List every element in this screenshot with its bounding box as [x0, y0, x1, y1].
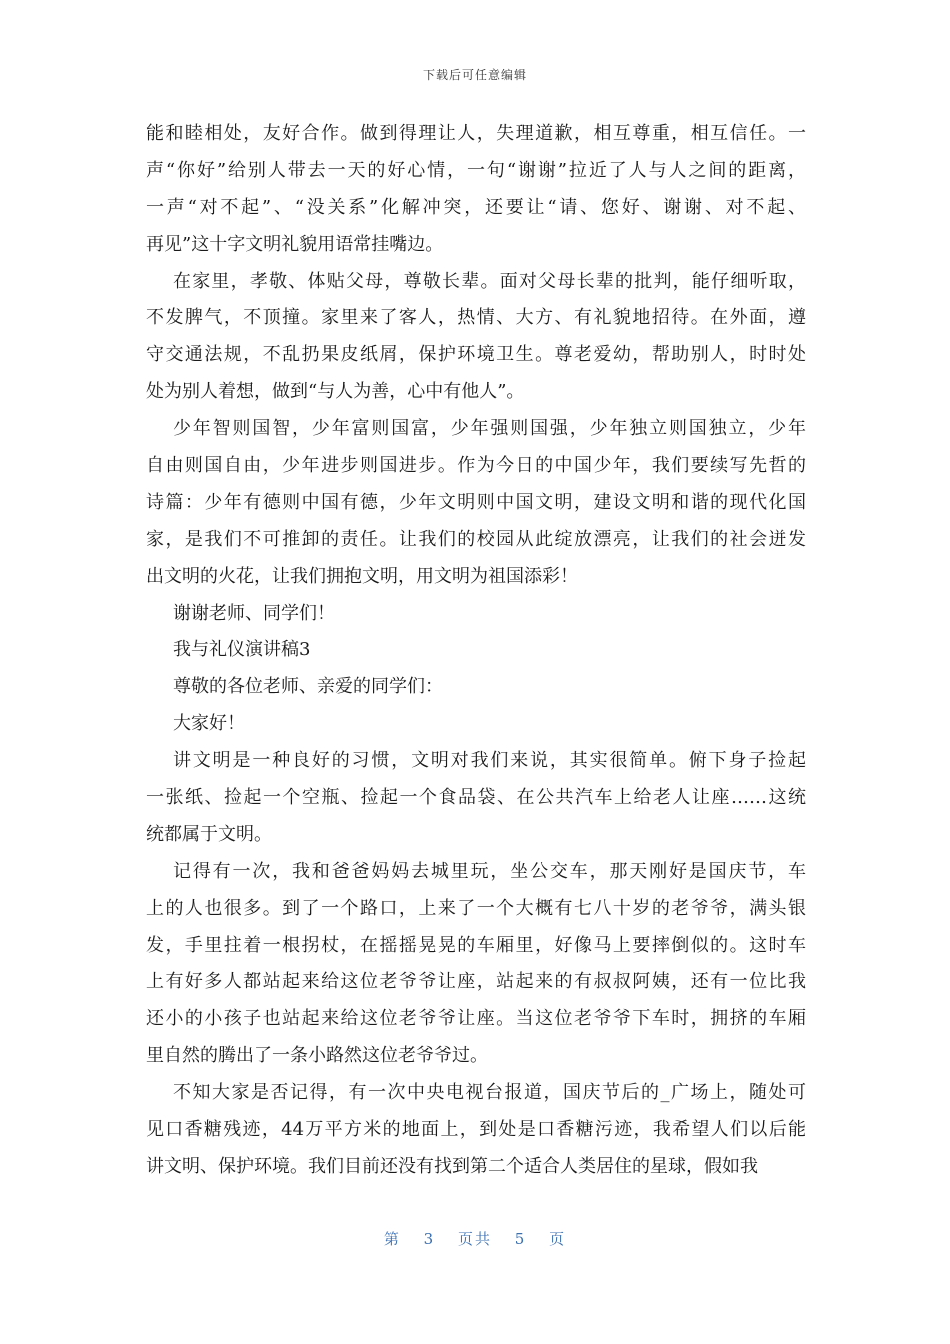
paragraph-line: 尊敬的各位老师、亲爱的同学们：: [173, 676, 443, 698]
paragraph-line: 上有好多人都站起来给这位老爷爷让座，站起来的有叔叔阿姨，还有一位比我: [146, 971, 806, 993]
footer-prefix: 第: [383, 1230, 401, 1248]
paragraph-line: 谢谢老师、同学们！: [173, 602, 335, 624]
paragraph-line: 记得有一次，我和爸爸妈妈去城里玩，坐公交车，那天刚好是国庆节，车: [173, 860, 806, 882]
paragraph-line: 不发脾气，不顶撞。家里来了客人，热情、大方、有礼貌地招待。在外面，遵: [146, 307, 806, 329]
paragraph-line: 不知大家是否记得，有一次中央电视台报道，国庆节后的_广场上，随处可: [173, 1082, 806, 1104]
footer-current-page: 3: [423, 1230, 436, 1248]
paragraph-line: 还小的小孩子也站起来给这位老爷爷让座。当这位老爷爷下车时，拥挤的车厢: [146, 1008, 806, 1030]
paragraph-line: 统都属于文明。: [146, 823, 272, 845]
footer-middle: 页共: [457, 1230, 492, 1248]
paragraph-line: 出文明的火花，让我们拥抱文明，用文明为祖国添彩！: [146, 565, 578, 587]
paragraph-line: 诗篇：少年有德则中国有德，少年文明则中国文明，建设文明和谐的现代化国: [146, 491, 806, 513]
paragraph-line: 能和睦相处，友好合作。做到得理让人，失理道歉，相互尊重，相互信任。一: [146, 123, 806, 144]
paragraph-line: 守交通法规，不乱扔果皮纸屑，保护环境卫生。尊老爱幼，帮助别人，时时处: [146, 344, 806, 366]
paragraph-line: 自由则国自由，少年进步则国进步。作为今日的中国少年，我们要续写先哲的: [146, 455, 806, 477]
paragraph-line: 在家里，孝敬、体贴父母，尊敬长辈。面对父母长辈的批判，能仔细听取，: [173, 270, 806, 292]
document-body: [146, 116, 806, 1186]
footer-total-pages: 5: [514, 1230, 527, 1248]
paragraph-line: 大家好！: [173, 713, 245, 735]
paragraph-line: 发，手里拄着一根拐杖，在摇摇晃晃的车厢里，好像马上要摔倒似的。这时车: [146, 934, 806, 956]
paragraph-line: 上的人也很多。到了一个路口，上来了一个大概有七八十岁的老爷爷，满头银: [146, 897, 806, 919]
footer-suffix: 页: [549, 1230, 567, 1248]
paragraph-line: 少年智则国智，少年富则国富，少年强则国强，少年独立则国独立，少年: [173, 418, 806, 440]
paragraph-line: 讲文明、保护环境。我们目前还没有找到第二个适合人类居住的星球，假如我: [146, 1155, 758, 1177]
page-footer: [0, 1228, 950, 1249]
paragraph-line: 里自然的腾出了一条小路然这位老爷爷过。: [146, 1045, 488, 1067]
paragraph-line: 一张纸、捡起一个空瓶、捡起一个食品袋、在公共汽车上给老人让座……这统: [146, 787, 806, 809]
paragraph-line: 一声“对不起”、“没关系”化解冲突，还要让“请、您好、谢谢、对不起、: [146, 196, 806, 218]
paragraph-line: 我与礼仪演讲稿3: [173, 639, 311, 661]
paragraph-line: 再见”这十字文明礼貌用语常挂嘴边。: [146, 233, 444, 255]
paragraph-line: 家，是我们不可推卸的责任。让我们的校园从此绽放漂亮，让我们的社会迸发: [146, 528, 806, 550]
paragraph-line: 见口香糖残迹，44万平方米的地面上，到处是口香糖污迹，我希望人们以后能: [146, 1119, 806, 1141]
page-header-note: 下载后可任意编辑: [422, 68, 527, 82]
paragraph-line: 声“你好”给别人带去一天的好心情，一句“谢谢”拉近了人与人之间的距离，: [146, 159, 806, 181]
paragraph-line: 讲文明是一种良好的习惯，文明对我们来说，其实很简单。俯下身子捡起: [173, 750, 806, 772]
paragraph-line: 处为别人着想，做到“与人为善，心中有他人”。: [146, 381, 525, 403]
